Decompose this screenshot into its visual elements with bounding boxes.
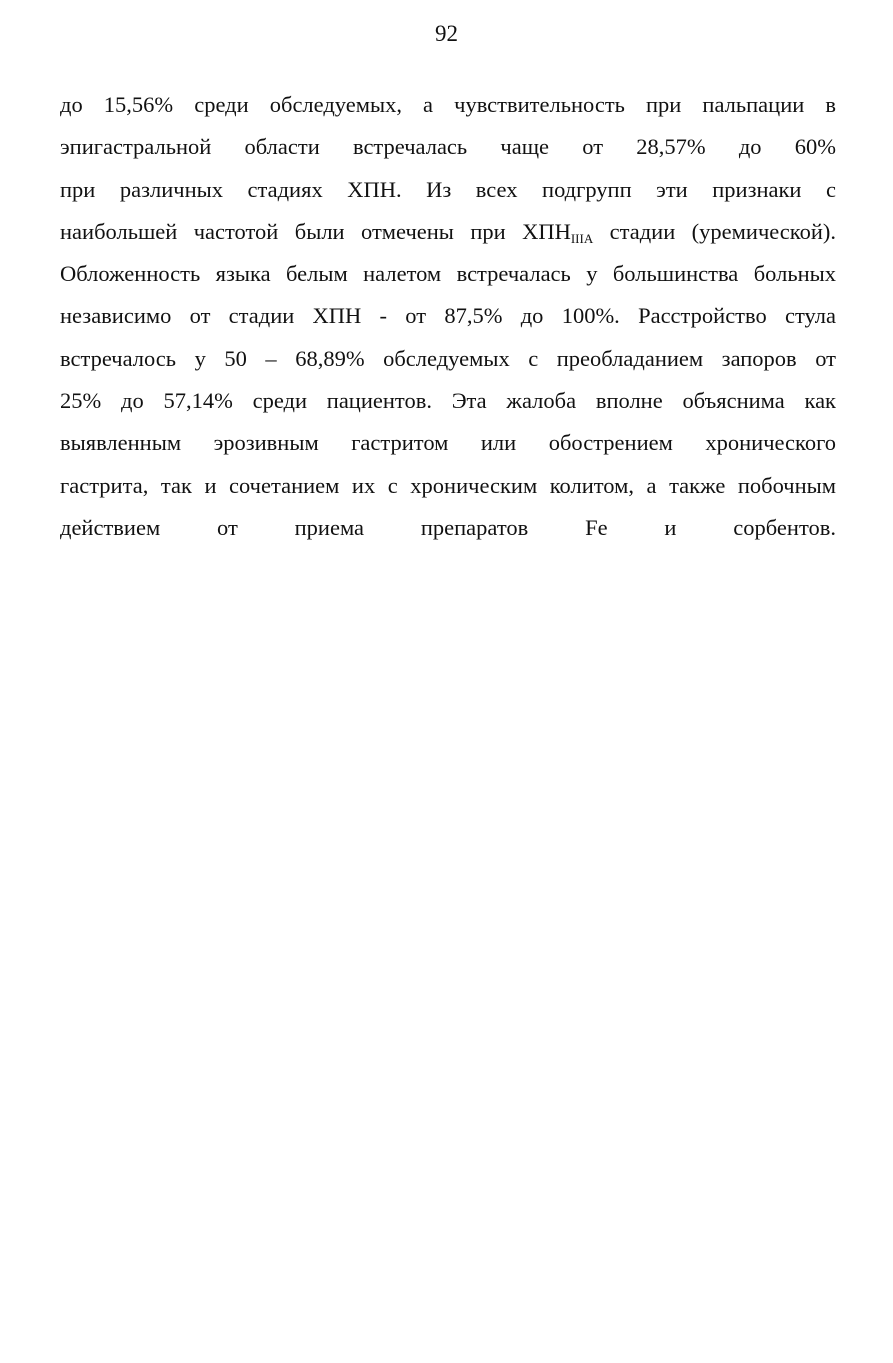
stage-subscript: IIIA (570, 230, 594, 246)
text-line-last: действием от приема препаратов Fe и сорбентов. (60, 514, 836, 540)
text-line: эпигастральной области встречалась чаще от 28,57% до 60% (60, 134, 836, 160)
text-line: гастрита, так и сочетанием их с хроническим колитом, а также побочным (60, 472, 836, 498)
text-segment: стадии (уремической). (593, 218, 836, 244)
text-line: до 15,56% среди обследуемых, а чувствительность при пальпации в (60, 92, 836, 117)
text-line: 25% до 57,14% среди пациентов. Эта жалоба вполне объяснима как (60, 388, 836, 414)
text-line: встречалось у 50 – 68,89% обследуемых с преобладанием запоров от (60, 345, 836, 371)
page-number: 92 (435, 21, 458, 46)
text-line: Обложенность языка белым налетом встречалась у большинства больных (60, 261, 836, 287)
text-line-with-subscript (60, 211, 836, 253)
body-paragraph (60, 84, 836, 549)
text-segment: наибольшей частотой были отмечены при ХПН (60, 218, 571, 244)
text-line: выявленным эрозивным гастритом или обострением хронического (60, 430, 836, 456)
text-line: при различных стадиях ХПН. Из всех подгрупп эти признаки с (60, 176, 836, 202)
text-line: независимо от стадии ХПН - от 87,5% до 100%. Расстройство стула (60, 303, 836, 329)
